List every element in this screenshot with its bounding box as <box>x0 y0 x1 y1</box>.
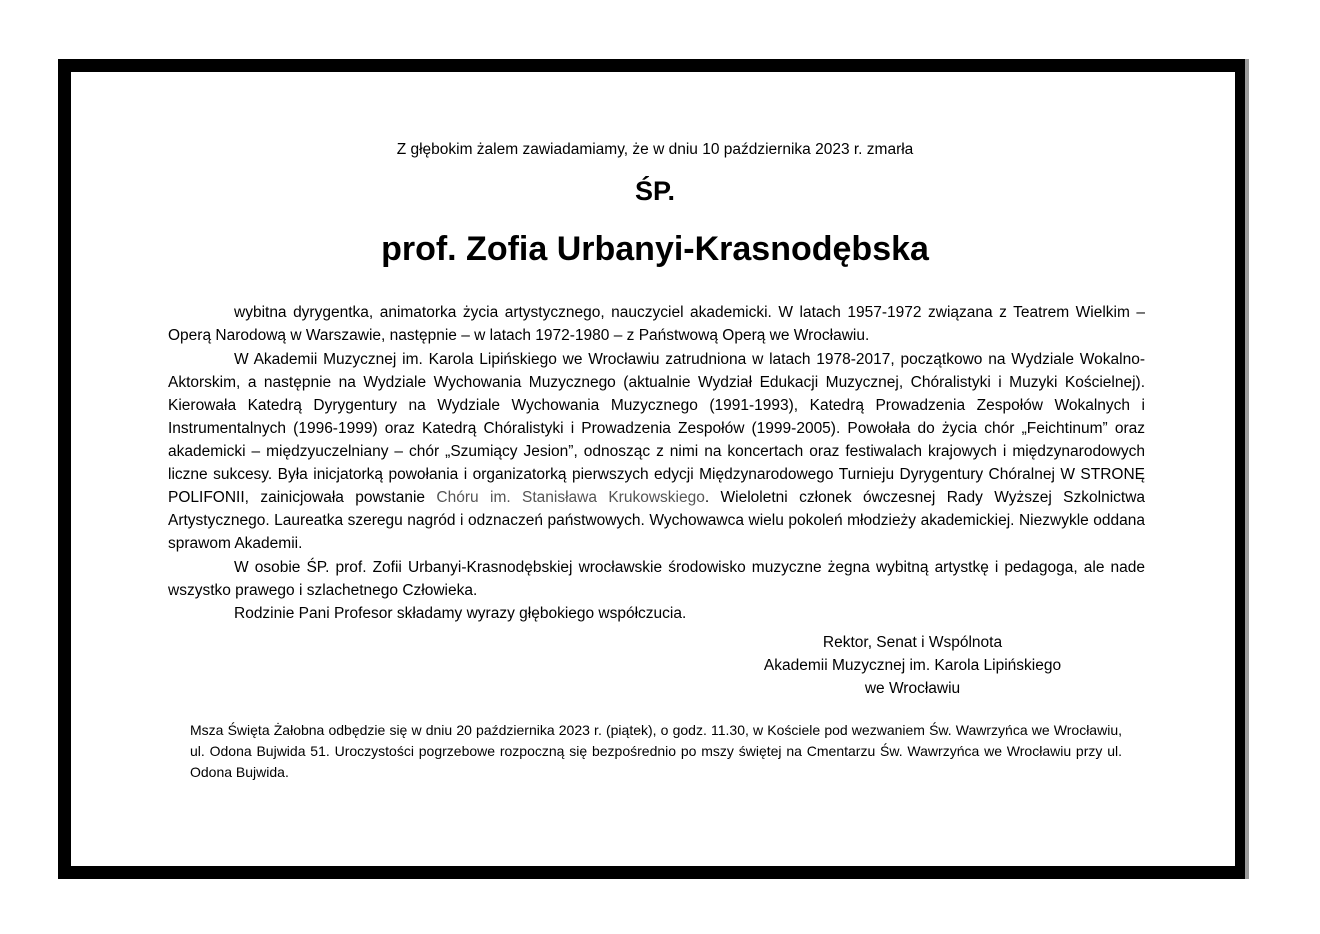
notice-body <box>168 301 1145 625</box>
paragraph-academy-text-b: . Wieloletni członek ówczesnej Rady Wyższej Szkolnictwa Artystycznego. Laureatka szeregu nagród i odznaczeń państwowych. Wychowawca wielu pokoleń młodzieży akademickiej. Niezwykle oddana sprawom Akademii. <box>168 489 1146 552</box>
signature-line-2: Akademii Muzycznej im. Karola Lipińskiego <box>763 657 1062 674</box>
signature-line-1: Rektor, Senat i Wspólnota <box>822 634 1003 651</box>
name-prefix: ŚP. <box>634 176 676 206</box>
intro-text: Z głębokim żalem zawiadamiamy, że w dniu 10 października 2023 r. zmarła <box>396 141 914 158</box>
paragraph-career: wybitna dyrygentka, animatorka życia artystycznego, nauczyciel akademicki. W latach 1957-1972 związana z Teatrem Wielkim – Operą Narodową w Warszawie, następnie – w latach 1972-1980 – z Państwową Operą we Wrocławiu. <box>168 304 1145 344</box>
paragraph-farewell: W osobie ŚP. prof. Zofii Urbanyi-Krasnodębskiej wrocławskie środowisko muzyczne żegna wybitną artystkę i pedagoga, ale nade wszystko prawego i szlachetnego Człowieka. <box>168 559 1145 599</box>
funeral-mass-info: Msza Święta Żałobna odbędzie się w dniu 20 października 2023 r. (piątek), o godz. 11.30, w Kościele pod wezwaniem Św. Wawrzyńca we Wrocławiu, ul. Odona Bujwida 51. Uroczystości pogrzebowe rozpoczną się bezpośrednio po mszy świętej na Cmentarzu Św. Wawrzyńca we Wrocławiu przy ul. Odona Bujwida. <box>190 722 1122 780</box>
frame-shadow <box>1245 59 1249 879</box>
paragraph-academy <box>168 348 1145 555</box>
signature-line-3: we Wrocławiu <box>864 680 961 697</box>
choir-name: Chóru im. Stanisława Krukowskiego <box>436 489 705 506</box>
signature-block <box>690 631 1135 700</box>
deceased-name: prof. Zofia Urbanyi-Krasnodębska <box>381 230 929 268</box>
paragraph-academy-text-a: W Akademii Muzycznej im. Karola Lipińskiego we Wrocławiu zatrudniona w latach 1978-2017, początkowo na Wydziale Wokalno-Aktorskim, a następnie na Wydziale Wychowania Muzycznego (aktualnie Wydział Edukacji Muzycznej, Chóralistyki i Muzyki Kościelnej). Kierowała Katedrą Dyrygentury na Wydziale Wychowania Muzycznego (1991-1993), Katedrą Prowadzenia Zespołów Wokalnych i Instrumentalnych (1996-1999) oraz Katedrą Chóralistyki i Prowadzenia Zespołów (1999-2005). Powołała do życia chór „Feichtinum” oraz akademicki – międzyuczelniany – chór „Szumiący Jesion”, odnosząc z nimi na koncertach oraz festiwalach krajowych i międzynarodowych liczne sukcesy. Była inicjatorką powołania i organizatorką pierwszych edycji Międzynarodowego Turnieju Dyrygentury Chóralnej W STRONĘ POLIFONII, zainicjowała powstanie <box>168 351 1145 506</box>
paragraph-condolences: Rodzinie Pani Profesor składamy wyrazy głębokiego współczucia. <box>234 605 687 622</box>
